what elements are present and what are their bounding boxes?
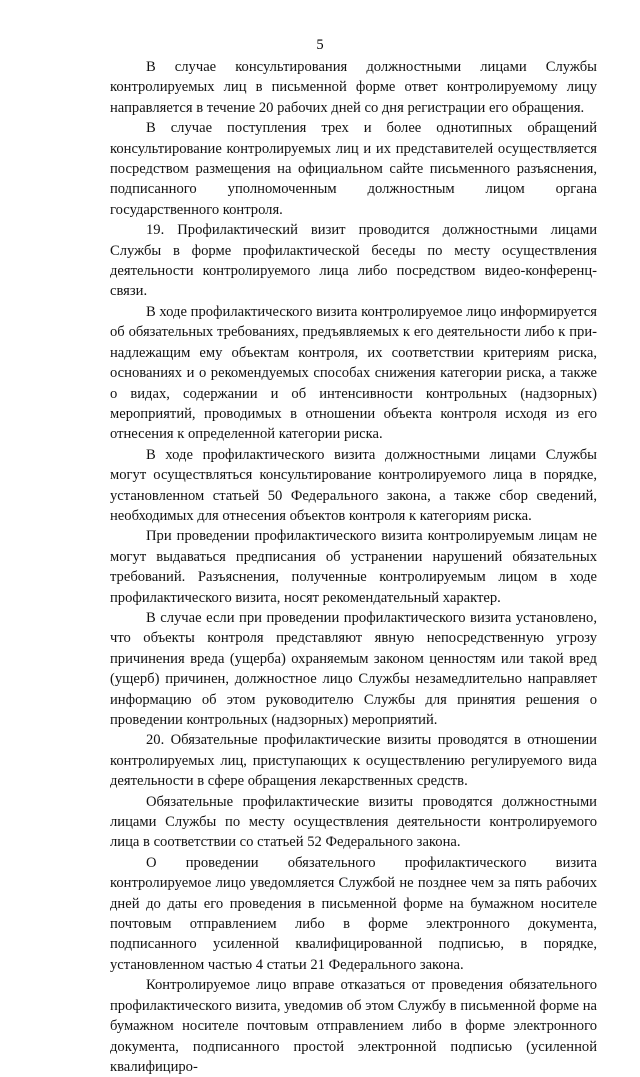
paragraph-visit-information: В ходе профилактического визита контролируемое лицо информируется об обязательных требованиях, предъявляемых к его деятельности либо к принадлежащим ему объектам контроля, их соответствии критериям риска, основаниях и о рекомендуемых способах снижения категории риска, а также о видах, содержании и об интенсивности контрольных (надзорных) мероприятий, проводимых в отношении объекта контроля исходя из его отнесения к определенной категории риска. bbox=[110, 303, 597, 443]
paragraph-mandatory-visit-notice: О проведении обязательного профилактического визита контролируемое лицо уведомляется Службой не позднее чем за пять рабочих дней до даты его проведения в письменной форме на бумажном носителе почтовым отправлением либо в форме электронного документа, подписанного усиленной квалифицированной подписью, в порядке, установленном частью 4 статьи 21 Федерального закона. bbox=[110, 854, 597, 973]
paragraph-mandatory-visit-place: Обязательные профилактические визиты проводятся должностными лицами Службы по месту осуществления деятельности контролируемого лица в соответствии со статьей 52 Федерального закона. bbox=[110, 793, 597, 851]
paragraph-20-mandatory-visits: 20. Обязательные профилактические визиты проводятся в отношении контролируемых лиц, приступающих к осуществлению регулируемого вида деятельности в сфере обращения лекарственных средств. bbox=[110, 732, 597, 790]
paragraph-19-preventive-visit: 19. Профилактический визит проводится должностными лицами Службы в форме профилактической беседы по месту осуществления деятельности контролируемого лица либо посредством видео-конференц-связи. bbox=[110, 222, 597, 300]
page-number: 5 bbox=[316, 37, 324, 53]
paragraph-visit-consulting: В ходе профилактического визита должностными лицами Службы могут осуществляться консультирование контролируемого лица в порядке, установленном статьей 50 Федерального закона, а также сбор сведений, необходимых для отнесения объектов контроля к категориям риска. bbox=[110, 446, 597, 524]
paragraph-right-to-refuse: Контролируемое лицо вправе отказаться от проведения обязательного профилактического визита, уведомив об этом Службу в письменной форме на бумажном носителе почтовым отправлением либо в форме электронного документа, подписанного простой электронной подписью (усиленной квалифициро- bbox=[110, 977, 597, 1075]
document-body bbox=[110, 57, 597, 1077]
paragraph-consultation-written: В случае консультирования должностными лицами Службы контролируемых лиц в письменной форме ответ контролируемому лицу направляется в течение 20 рабочих дней со дня регистрации его обращения. bbox=[110, 59, 597, 116]
paragraph-threat-found: В случае если при проведении профилактического визита установлено, что объекты контроля представляют явную непосредственную угрозу причинения вреда (ущерба) охраняемым законом ценностям или такой вред (ущерб) причинен, должностное лицо Службы незамедлительно направляет информацию об этом руководителю Службы для принятия решения о проведении контрольных (надзорных) мероприятий. bbox=[110, 609, 597, 728]
paragraph-no-prescriptions: При проведении профилактического визита контролируемым лицам не могут выдаваться предписания об устранении нарушений обязательных требований. Разъяснения, полученные контролируемым лицом в ходе профилактического визита, носят рекомендательный характер. bbox=[110, 528, 597, 606]
paragraph-consultation-similar-requests: В случае поступления трех и более однотипных обращений консультирование контролируемых лиц и их представителей осуществляется посредством размещения на официальном сайте письменного разъяснения, подписанного уполномоченным должностным лицом органа государственного контроля. bbox=[110, 120, 597, 218]
